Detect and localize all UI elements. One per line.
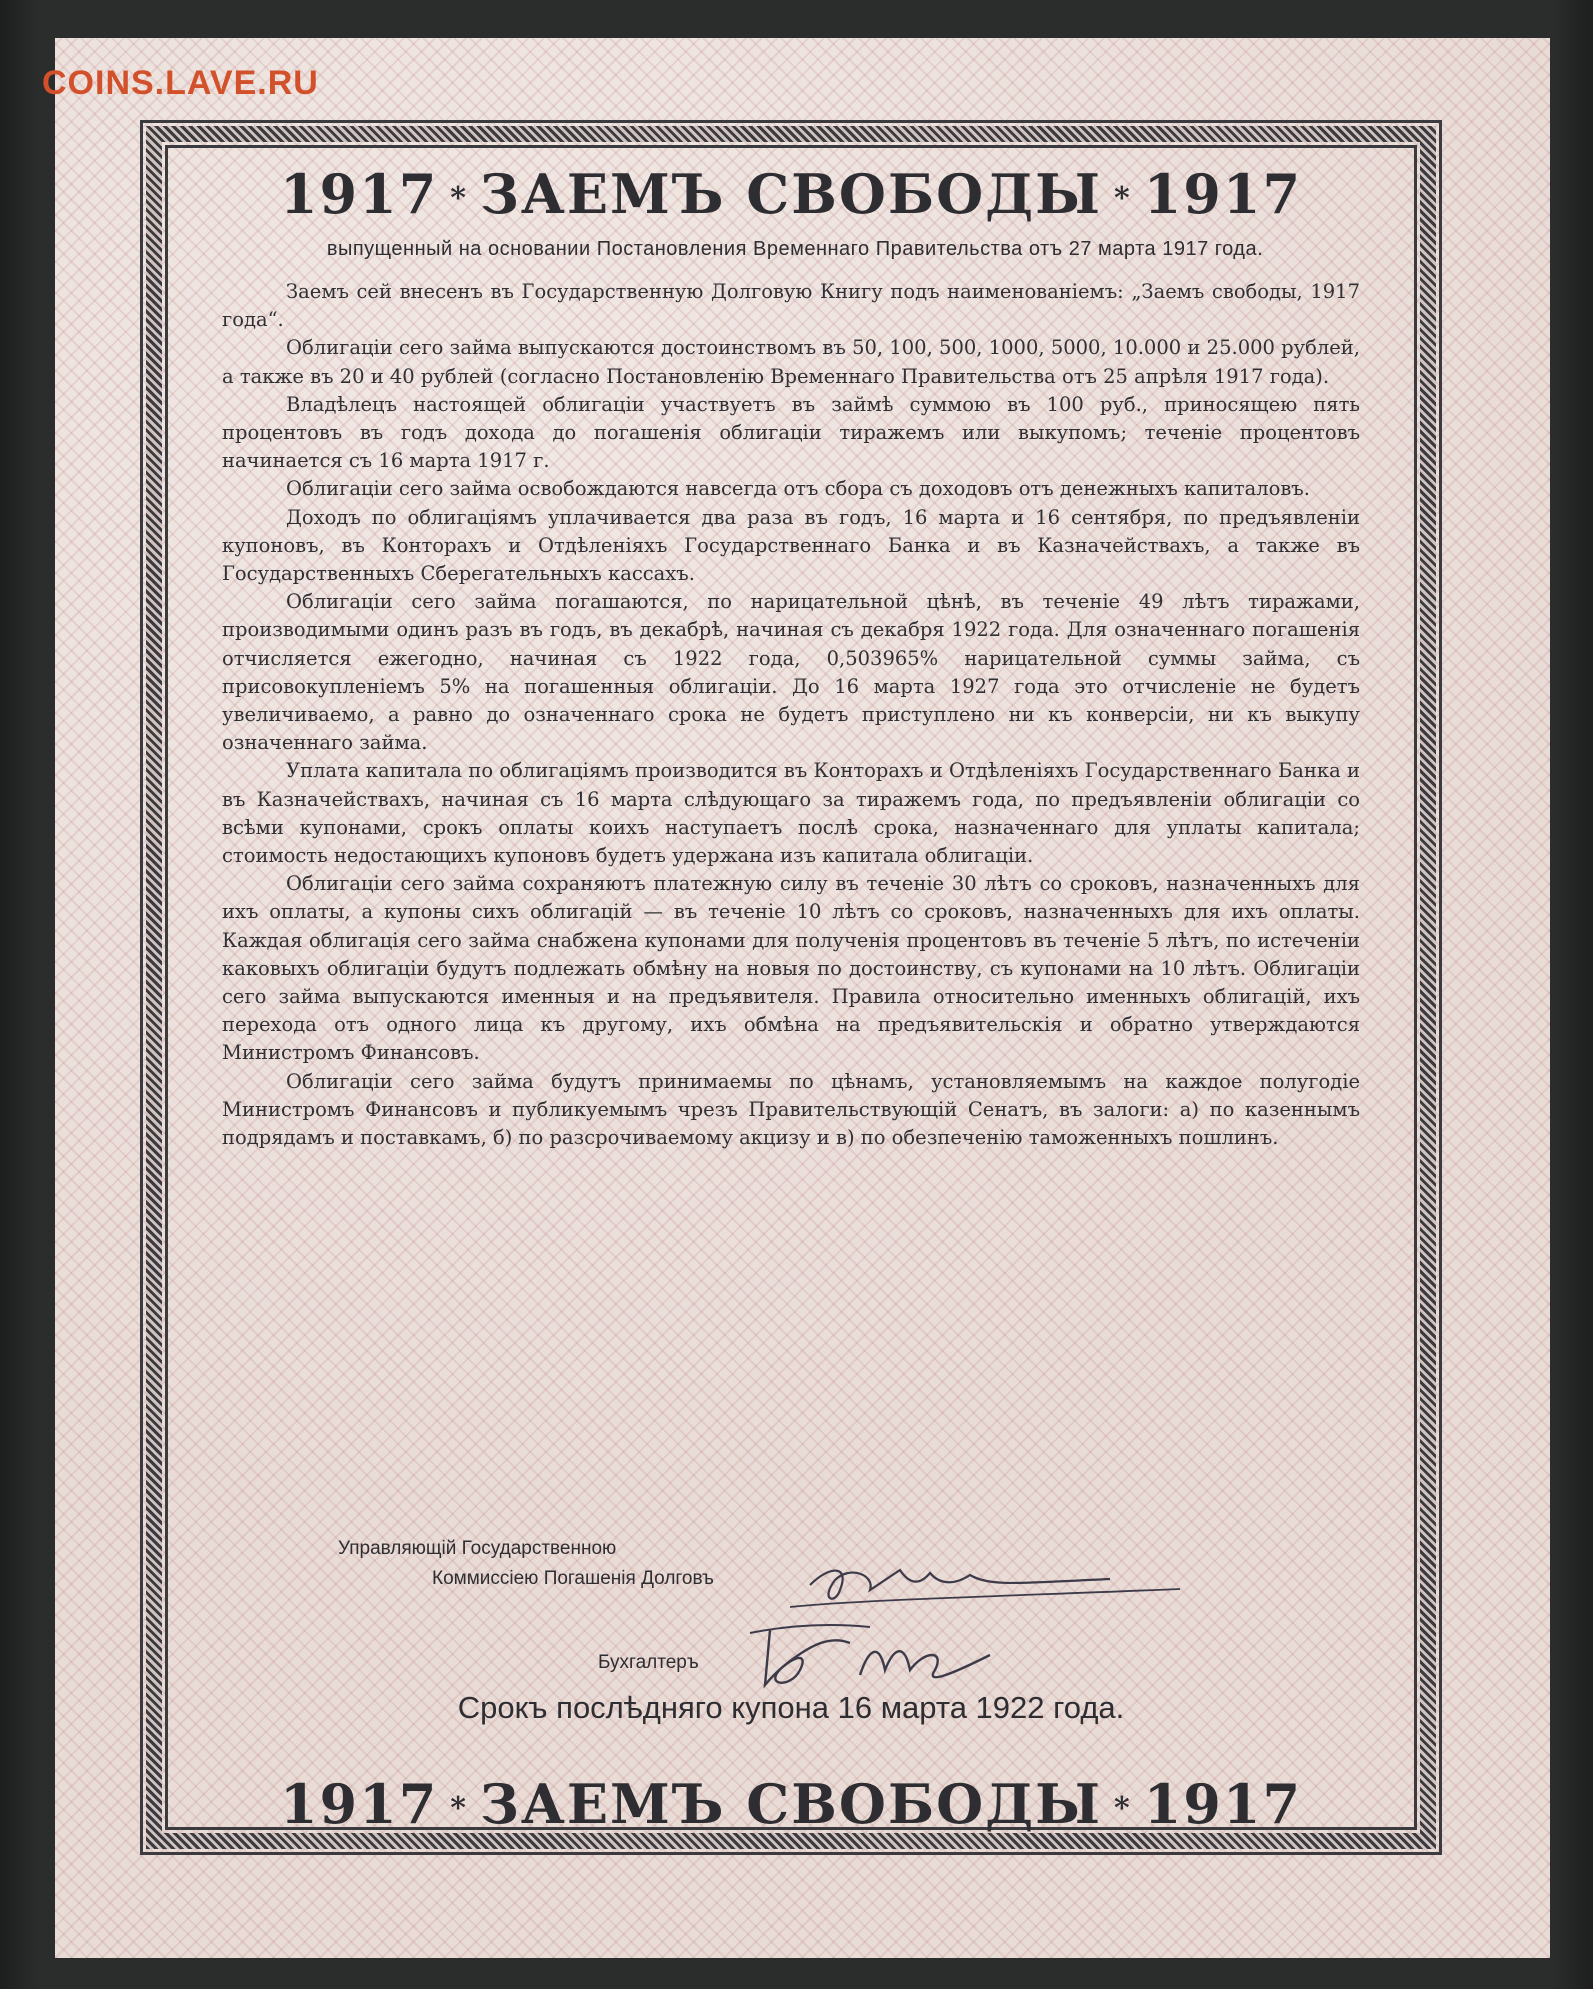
manager-title-line1: Управляющій Государственною <box>338 1538 617 1559</box>
paragraph: Владѣлецъ настоящей облигаціи участвуетъ въ займѣ суммою въ 100 руб., приносящею пять процентовъ въ годъ дохода до погашенія облигаціи тиражемъ или выкупомъ; теченіе процентовъ начинается съ 16 марта 1917 г. <box>222 392 1360 473</box>
bond-terms-text <box>222 278 1360 1152</box>
bond-title-bottom <box>165 1772 1417 1836</box>
title-year-left: 1917 <box>279 1772 439 1836</box>
paragraph: Облигаціи сего займа погашаются, по нарицательной цѣнѣ, въ теченіе 49 лѣтъ тиражами, производимыми одинъ разъ въ годъ, въ декабрѣ, начиная съ декабря 1922 года. Для означеннаго погашенія отчисляется ежегодно, начиная съ 1922 года, 0,503965% нарицательной суммы займа, съ присовокупленіемъ 5% на погашенныя облигаціи. До 16 марта 1927 года это отчисленіе не будетъ увеличиваемо, а равно до означеннаго срока не будетъ приступлено ни къ конверсіи, ни къ выкупу означеннаго займа. <box>222 590 1360 755</box>
paragraph: Облигаціи сего займа освобождаются навсегда отъ сбора съ доходовъ отъ денежныхъ капиталовъ. <box>286 477 1310 501</box>
issue-decree-line: выпущенный на основании Постановления Временнаго Правительства отъ 27 марта 1917 года. <box>326 238 1264 260</box>
star-separator-icon: * <box>450 1791 468 1827</box>
accountant-label: Бухгалтеръ <box>598 1652 699 1673</box>
paragraph: Облигаціи сего займа выпускаются достоинствомъ въ 50, 100, 500, 1000, 5000, 10.000 и 25.000 рублей, а также въ 20 и 40 рублей (согласно Постановленію Временнаго Правительства отъ 25 апрѣля 1917 года). <box>222 336 1360 388</box>
accountant-signature <box>730 1615 1050 1695</box>
title-name: ЗАЕМЪ СВОБОДЫ <box>479 162 1103 226</box>
paragraph: Облигаціи сего займа будутъ принимаемы по цѣнамъ, установляемымъ на каждое полугодіе Министромъ Финансовъ и публикуемымъ чрезъ Правительствующій Сенатъ, въ залоги: а) по казеннымъ подрядамъ и поставкамъ, б) по разсрочиваемому акцизу и в) по обезпеченію таможенныхъ пошлинъ. <box>222 1069 1360 1150</box>
paragraph: Доходъ по облигаціямъ уплачивается два раза въ годъ, 16 марта и 16 сентября, по предъявленіи купоновъ, въ Конторахъ и Отдѣленіяхъ Государственнаго Банка и въ Казначействахъ, а также въ Государственныхъ Сберегательныхъ кассахъ. <box>222 505 1360 586</box>
last-coupon-term: Срокъ послѣдняго купона 16 марта 1922 года. <box>457 1690 1125 1725</box>
manager-title-line2: Коммиссіею Погашенія Долговъ <box>432 1568 714 1589</box>
star-separator-icon: * <box>450 181 468 217</box>
paragraph: Уплата капитала по облигаціямъ производится въ Конторахъ и Отдѣленіяхъ Государственнаго Банка и въ Казначействахъ, начиная съ 16 марта слѣдующаго за тиражемъ года, по предъявленіи облигаціи со всѣми купонами, срокъ оплаты коихъ наступаетъ послѣ срока, назначеннаго для уплаты капитала; стоимость недостающихъ купоновъ будетъ удержана изъ капитала облигаціи. <box>222 759 1360 868</box>
title-year-right: 1917 <box>1143 1772 1303 1836</box>
paragraph: Заемъ сей внесенъ въ Государственную Долговую Книгу подъ наименованіемъ: „Заемъ свободы, 1917 года“. <box>222 280 1360 332</box>
title-year-left: 1917 <box>279 162 439 226</box>
site-watermark: COINS.LAVE.RU <box>42 64 319 102</box>
bond-title-top <box>165 162 1417 226</box>
star-separator-icon: * <box>1114 1791 1132 1827</box>
title-year-right: 1917 <box>1143 162 1303 226</box>
star-separator-icon: * <box>1114 181 1132 217</box>
paragraph: Облигаціи сего займа сохраняютъ платежную силу въ теченіе 30 лѣтъ со сроковъ, назначенныхъ для ихъ оплаты, а купоны сихъ облигацій — въ теченіе 10 лѣтъ со сроковъ, назначенныхъ для ихъ оплаты. Каждая облигація сего займа снабжена купонами для полученія процентовъ въ теченіе 5 лѣтъ, по истеченіи каковыхъ облигаціи будутъ подлежать обмѣну на новыя по достоинству, съ купонами на 10 лѣтъ. Облигаціи сего займа выпускаются именныя и на предъявителя. Правила относительно именныхъ облигацій, ихъ перехода отъ одного лица къ другому, ихъ обмѣна на предъявительскія и обратно утверждаются Министромъ Финансовъ. <box>222 872 1360 1065</box>
manager-signature <box>780 1545 1200 1625</box>
title-name: ЗАЕМЪ СВОБОДЫ <box>479 1772 1103 1836</box>
